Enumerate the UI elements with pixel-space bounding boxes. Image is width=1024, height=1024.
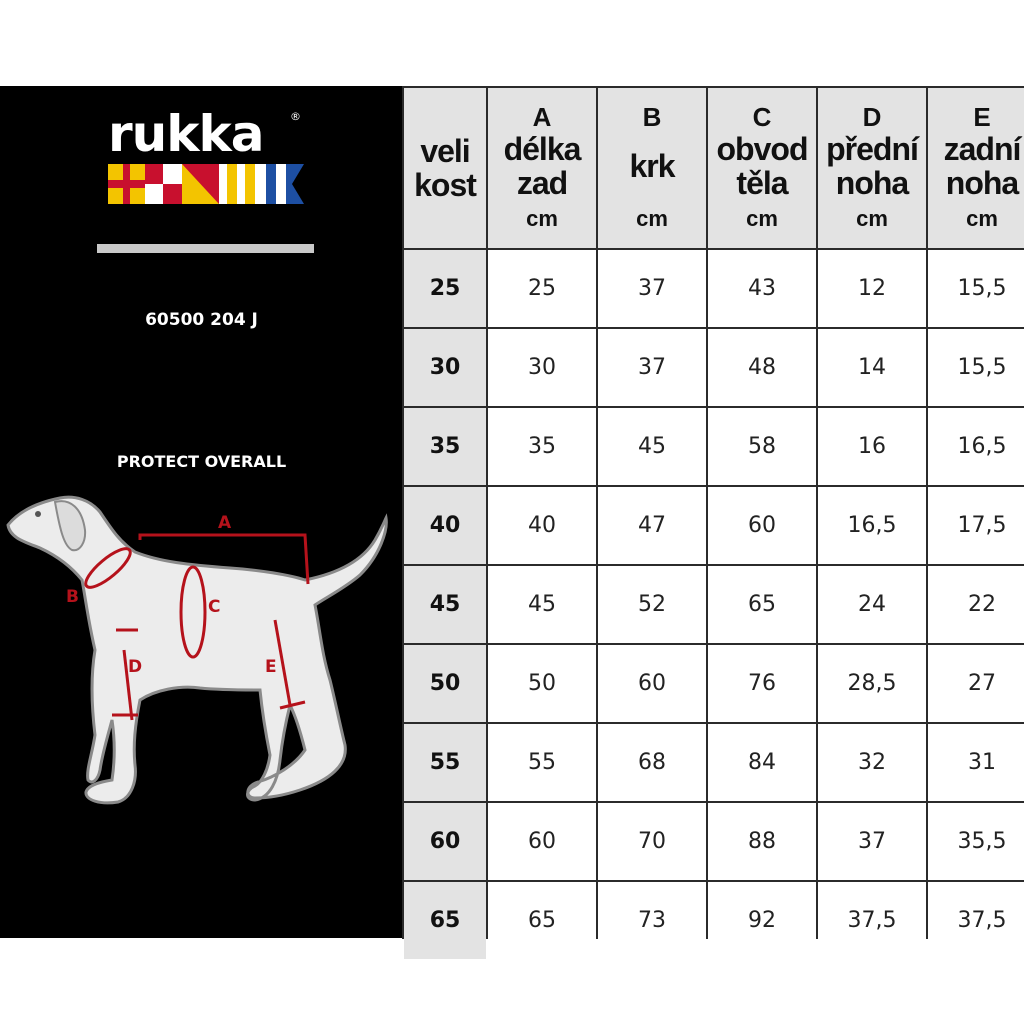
header-col-b	[598, 88, 706, 248]
table-cell: 16	[818, 408, 926, 485]
header-name-line1: zadní	[943, 131, 1021, 167]
table-cell: 14	[818, 329, 926, 406]
label-b: B	[66, 587, 79, 607]
size-cell: 60	[404, 803, 486, 880]
table-cell: 84	[708, 724, 816, 801]
table-cell: 47	[598, 487, 706, 564]
table-cell: 70	[598, 803, 706, 880]
size-cell: 55	[404, 724, 486, 801]
table-cell: 60	[598, 645, 706, 722]
table-cell: 28,5	[818, 645, 926, 722]
header-name-line2: zad	[516, 165, 568, 201]
size-cell: 35	[404, 408, 486, 485]
dog-eye	[35, 511, 41, 517]
table-cell: 68	[598, 724, 706, 801]
table-cell: 27	[928, 645, 1024, 722]
table-cell: 32	[818, 724, 926, 801]
table-cell: 37,5	[818, 882, 926, 959]
table-cell: 65	[708, 566, 816, 643]
registered-mark: ®	[290, 110, 301, 123]
table-cell: 30	[488, 329, 596, 406]
table-cell: 48	[708, 329, 816, 406]
table-cell: 65	[488, 882, 596, 959]
table-cell: 15,5	[928, 329, 1024, 406]
size-cell: 50	[404, 645, 486, 722]
table-cell: 50	[488, 645, 596, 722]
brand-logo: rukka	[108, 105, 264, 163]
table-cell: 25	[488, 250, 596, 327]
table-cell: 16,5	[928, 408, 1024, 485]
table-cell: 60	[488, 803, 596, 880]
table-cell: 58	[708, 408, 816, 485]
header-size	[404, 88, 486, 248]
header-unit: cm	[966, 206, 998, 231]
header-name-line1: obvod	[716, 131, 808, 167]
product-code: 60500 204 J	[145, 310, 258, 330]
table-cell: 55	[488, 724, 596, 801]
header-unit: cm	[856, 206, 888, 231]
size-table	[402, 86, 1024, 939]
size-cell: 40	[404, 487, 486, 564]
header-letter: E	[973, 102, 991, 132]
header-col-d	[818, 88, 926, 248]
table-cell: 52	[598, 566, 706, 643]
table-cell: 37,5	[928, 882, 1024, 959]
label-c: C	[208, 597, 221, 617]
header-letter: D	[862, 102, 882, 132]
header-col-a	[488, 88, 596, 248]
header-letter: B	[642, 102, 662, 132]
header-col-e	[928, 88, 1024, 248]
divider-bar	[97, 244, 314, 253]
table-cell: 40	[488, 487, 596, 564]
size-cell: 25	[404, 250, 486, 327]
table-cell: 76	[708, 645, 816, 722]
table-cell: 16,5	[818, 487, 926, 564]
table-cell: 35	[488, 408, 596, 485]
header-unit: cm	[636, 206, 668, 231]
size-cell: 45	[404, 566, 486, 643]
label-e: E	[265, 657, 277, 677]
table-cell: 22	[928, 566, 1024, 643]
table-cell: 88	[708, 803, 816, 880]
table-cell: 12	[818, 250, 926, 327]
product-name: PROTECT OVERALL	[116, 452, 287, 471]
header-size-line1: veli	[420, 133, 470, 169]
table-cell: 35,5	[928, 803, 1024, 880]
table-cell: 43	[708, 250, 816, 327]
table-cell: 24	[818, 566, 926, 643]
header-unit: cm	[526, 206, 558, 231]
header-name-line1: krk	[629, 148, 675, 184]
table-cell: 73	[598, 882, 706, 959]
header-letter: C	[752, 102, 772, 132]
signal-flags-logo	[108, 164, 304, 204]
header-size-line2: kost	[414, 167, 476, 203]
table-cell: 31	[928, 724, 1024, 801]
table-cell: 17,5	[928, 487, 1024, 564]
dog-measurement-diagram	[0, 480, 403, 820]
header-name-line2: noha	[835, 165, 909, 201]
header-name-line1: přední	[826, 131, 918, 167]
header-name-line2: noha	[945, 165, 1019, 201]
header-letter: A	[532, 102, 552, 132]
label-a: A	[218, 513, 232, 533]
table-cell: 45	[488, 566, 596, 643]
size-cell: 65	[404, 882, 486, 959]
table-cell: 37	[598, 250, 706, 327]
header-col-c	[708, 88, 816, 248]
table-cell: 37	[818, 803, 926, 880]
label-d: D	[128, 657, 143, 677]
table-cell: 60	[708, 487, 816, 564]
table-cell: 37	[598, 329, 706, 406]
header-name-line2: těla	[736, 165, 788, 201]
header-name-line1: délka	[503, 131, 581, 167]
size-cell: 30	[404, 329, 486, 406]
table-cell: 92	[708, 882, 816, 959]
table-cell: 15,5	[928, 250, 1024, 327]
table-cell: 45	[598, 408, 706, 485]
header-unit: cm	[746, 206, 778, 231]
